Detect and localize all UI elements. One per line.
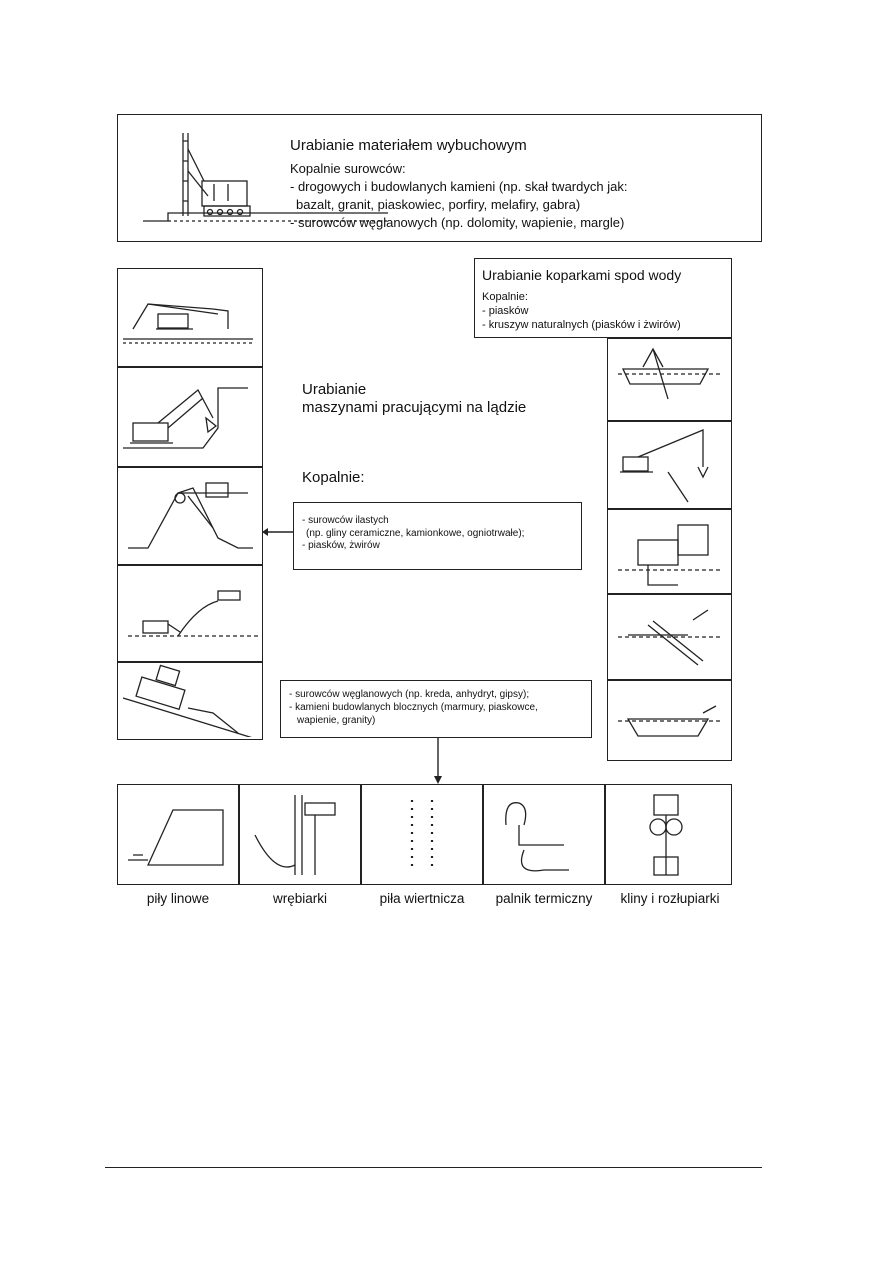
suction-dredger-icon xyxy=(608,510,729,591)
land-title-1: Urabianie xyxy=(302,381,367,398)
tool-caption-4: palnik termiczny xyxy=(495,891,593,906)
tool-caption-1: piły linowe xyxy=(146,891,210,906)
blasting-line-2: bazalt, granit, piaskowiec, porfiry, melafiry, gabra) xyxy=(296,197,581,212)
tool-cell-drill-saw xyxy=(361,784,483,885)
bulldozer-ripper-icon xyxy=(118,663,260,737)
carbonate-line-3: wapienie, granity) xyxy=(297,715,376,726)
water-machine-cell-3 xyxy=(607,509,732,594)
land-machine-cell-2 xyxy=(117,367,263,467)
water-line-1: - piasków xyxy=(482,305,529,317)
water-line-2: - kruszyw naturalnych (piasków i żwirów) xyxy=(482,319,681,331)
blasting-line-1: - drogowych i budowlanych kamieni (np. skał twardych jak: xyxy=(290,179,628,194)
face-shovel-excavator-icon xyxy=(118,368,260,464)
land-title-2: maszynami pracującymi na lądzie xyxy=(302,399,527,416)
tool-cell-wire-saw xyxy=(117,784,239,885)
grab-crane-icon xyxy=(608,422,729,506)
clay-line-2: (np. gliny ceramiczne, kamionkowe, ogniotrwałe); xyxy=(306,528,525,539)
tool-cell-thermal-torch xyxy=(483,784,605,885)
tool-cell-wedges xyxy=(605,784,732,885)
water-title: Urabianie koparkami spod wody xyxy=(482,267,682,283)
water-machine-cell-4 xyxy=(607,594,732,680)
land-kopalnie: Kopalnie: xyxy=(302,469,365,486)
dragline-excavator-icon xyxy=(118,269,260,364)
land-machine-cell-1 xyxy=(117,268,263,367)
water-box xyxy=(474,258,732,338)
blasting-line-3: - surowców węglanowych (np. dolomity, wapienie, margle) xyxy=(290,215,625,230)
clay-line-1: - surowców ilastych xyxy=(302,515,389,526)
land-machine-cell-3 xyxy=(117,467,263,565)
pontoon-dredger-icon xyxy=(608,681,729,758)
water-subtitle: Kopalnie: xyxy=(482,291,528,303)
tool-caption-3: piła wiertnicza xyxy=(379,891,465,906)
tool-cell-cutter xyxy=(239,784,361,885)
blasting-box xyxy=(117,114,762,242)
clay-box xyxy=(293,502,582,570)
footer-rule xyxy=(105,1167,762,1168)
tool-caption-2: wrębiarki xyxy=(272,891,327,906)
blasting-subtitle: Kopalnie surowców: xyxy=(290,161,406,176)
land-machine-cell-4 xyxy=(117,565,263,662)
blasting-title: Urabianie materiałem wybuchowym xyxy=(290,137,527,154)
arrow-to-tools xyxy=(432,738,444,784)
carbonate-line-2: - kamieni budowlanych blocznych (marmury, piaskowce, xyxy=(289,702,538,713)
arrow-to-left-column xyxy=(262,526,294,538)
wire-saw-icon xyxy=(118,785,236,882)
tool-caption-5: kliny i rozłupiarki xyxy=(620,891,720,906)
water-machine-cell-1 xyxy=(607,338,732,421)
clay-line-3: - piasków, żwirów xyxy=(302,540,380,551)
bucket-wheel-excavator-icon xyxy=(118,468,260,562)
carbonate-line-1: - surowców węglanowych (np. kreda, anhydryt, gipsy); xyxy=(289,689,530,700)
ladder-dredger-icon xyxy=(608,595,729,677)
loader-dozer-icon xyxy=(118,566,260,659)
cutting-machine-icon xyxy=(240,785,358,882)
land-machine-cell-5 xyxy=(117,662,263,740)
water-machine-cell-5 xyxy=(607,680,732,761)
bucket-dredger-icon xyxy=(608,339,729,418)
carbonate-box xyxy=(280,680,592,738)
thermal-torch-icon xyxy=(484,785,602,882)
drill-saw-icon xyxy=(362,785,480,882)
water-machine-cell-2 xyxy=(607,421,732,509)
wedge-splitter-icon xyxy=(606,785,729,882)
